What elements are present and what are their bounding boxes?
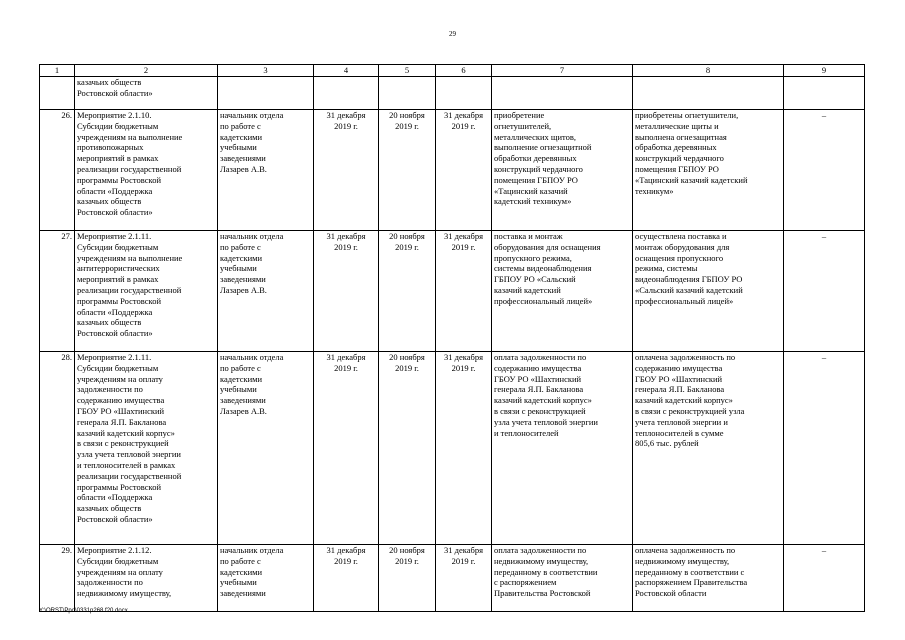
column-number: 3 xyxy=(218,65,314,77)
plan-date-cell: 31 декабря 2019 г. xyxy=(314,352,379,545)
responsible-cell: начальник отдела по работе с кадетскими учебными заведениями Лазарев А.В. xyxy=(218,352,314,545)
column-number: 5 xyxy=(379,65,436,77)
end-date-cell: 31 декабря 2019 г. xyxy=(436,110,492,231)
event-cell: Мероприятие 2.1.12. Субсидии бюджетным учреждениям на оплату задолженности по недвижимому имуществу, xyxy=(75,545,218,612)
event-cell: Мероприятие 2.1.10. Субсидии бюджетным учреждениям на выполнение противопожарных мероприятий в рамках реализации государственной программы Ростовской области «Поддержка казачьих обществ Ростовской области» xyxy=(75,110,218,231)
start-date-cell: 20 ноября 2019 г. xyxy=(379,352,436,545)
event-cell: Мероприятие 2.1.11. Субсидии бюджетным учреждениям на выполнение антитеррористических мероприятий в рамках реализации государственной программы Ростовской области «Поддержка казачьих обществ Ростовской области» xyxy=(75,231,218,352)
expected-result-cell: поставка и монтаж оборудования для оснащения пропускного режима, системы видеонаблюдения ГБПОУ РО «Сальский казачий кадетский профессиональный лицей» xyxy=(492,231,633,352)
row-number: 27. xyxy=(40,231,75,352)
achieved-result-cell: осуществлена поставка и монтаж оборудования для оснащения пропускного режима, системы видеонаблюдения ГБПОУ РО «Сальский казачий кадетский профессиональный лицей» xyxy=(633,231,784,352)
page-number: 29 xyxy=(449,30,456,38)
responsible-cell: начальник отдела по работе с кадетскими учебными заведениями xyxy=(218,545,314,612)
achieved-result-cell: оплачена задолженность по недвижимому имуществу, переданному в соответствии с распоряжением Правительства Ростовской области xyxy=(633,545,784,612)
column-number: 1 xyxy=(40,65,75,77)
table-row xyxy=(40,231,865,352)
achieved-result-cell: приобретены огнетушители, металлические щиты и выполнена огнезащитная обработка деревянных конструкций чердачного помещения ГБПОУ РО «Тацинский казачий кадетский техникум» xyxy=(633,110,784,231)
plan-date-cell: 31 декабря 2019 г. xyxy=(314,545,379,612)
notes-cell: – xyxy=(784,231,865,352)
achieved-result-cell: оплачена задолженность по содержанию имущества ГБОУ РО «Шахтинский генерала Я.П. Бакланова казачий кадетский корпус» в связи с реконструкцией узла учета тепловой энергии и теплоносителей в сумме 805,6 тыс. рублей xyxy=(633,352,784,545)
plan-date-cell: 31 декабря 2019 г. xyxy=(314,110,379,231)
plan-date-cell: 31 декабря 2019 г. xyxy=(314,231,379,352)
responsible-cell: начальник отдела по работе с кадетскими учебными заведениями Лазарев А.В. xyxy=(218,231,314,352)
table-row xyxy=(40,352,865,545)
report-table xyxy=(39,64,865,612)
start-date-cell: 20 ноября 2019 г. xyxy=(379,231,436,352)
expected-result-cell: оплата задолженности по недвижимому имуществу, переданному в соответствии с распоряжением Правительства Ростовской xyxy=(492,545,633,612)
end-date-cell: 31 декабря 2019 г. xyxy=(436,545,492,612)
column-number: 8 xyxy=(633,65,784,77)
column-number: 7 xyxy=(492,65,633,77)
table-row xyxy=(40,545,865,612)
end-date-cell: 31 декабря 2019 г. xyxy=(436,352,492,545)
notes-cell: – xyxy=(784,352,865,545)
responsible-cell: начальник отдела по работе с кадетскими учебными заведениями Лазарев А.В. xyxy=(218,110,314,231)
notes-cell: – xyxy=(784,545,865,612)
row-number: 28. xyxy=(40,352,75,545)
start-date-cell: 20 ноября 2019 г. xyxy=(379,110,436,231)
column-number-row xyxy=(40,65,865,77)
column-number: 4 xyxy=(314,65,379,77)
table-row xyxy=(40,110,865,231)
event-cell: казачьих обществ Ростовской области» xyxy=(75,77,218,110)
column-number: 6 xyxy=(436,65,492,77)
row-number: 29. xyxy=(40,545,75,612)
expected-result-cell: оплата задолженности по содержанию имущества ГБОУ РО «Шахтинский генерала Я.П. Бакланова казачий кадетский корпус» в связи с реконструкцией узла учета тепловой энергии и теплоносителей xyxy=(492,352,633,545)
start-date-cell: 20 ноября 2019 г. xyxy=(379,545,436,612)
event-cell: Мероприятие 2.1.11. Субсидии бюджетным учреждениям на оплату задолженности по содержанию имущества ГБОУ РО «Шахтинский генерала Я.П. Бакланова казачий кадетский корпус» в связи с реконструкцией узла учета тепловой энергии и теплоносителей в рамках реализации государственной программы Ростовской области «Поддержка казачьих обществ Ростовской области» xyxy=(75,352,218,545)
document-path-footer: Y:\ORST\Ppo\0331p268.f20.docx xyxy=(39,608,128,614)
row-number: 26. xyxy=(40,110,75,231)
notes-cell: – xyxy=(784,110,865,231)
column-number: 9 xyxy=(784,65,865,77)
end-date-cell: 31 декабря 2019 г. xyxy=(436,231,492,352)
table-row-continuation xyxy=(40,77,865,110)
expected-result-cell: приобретение огнетушителей, металлических щитов, выполнение огнезащитной обработки деревянных конструкций чердачного помещения ГБПОУ РО «Тацинский казачий кадетский техникум» xyxy=(492,110,633,231)
column-number: 2 xyxy=(75,65,218,77)
